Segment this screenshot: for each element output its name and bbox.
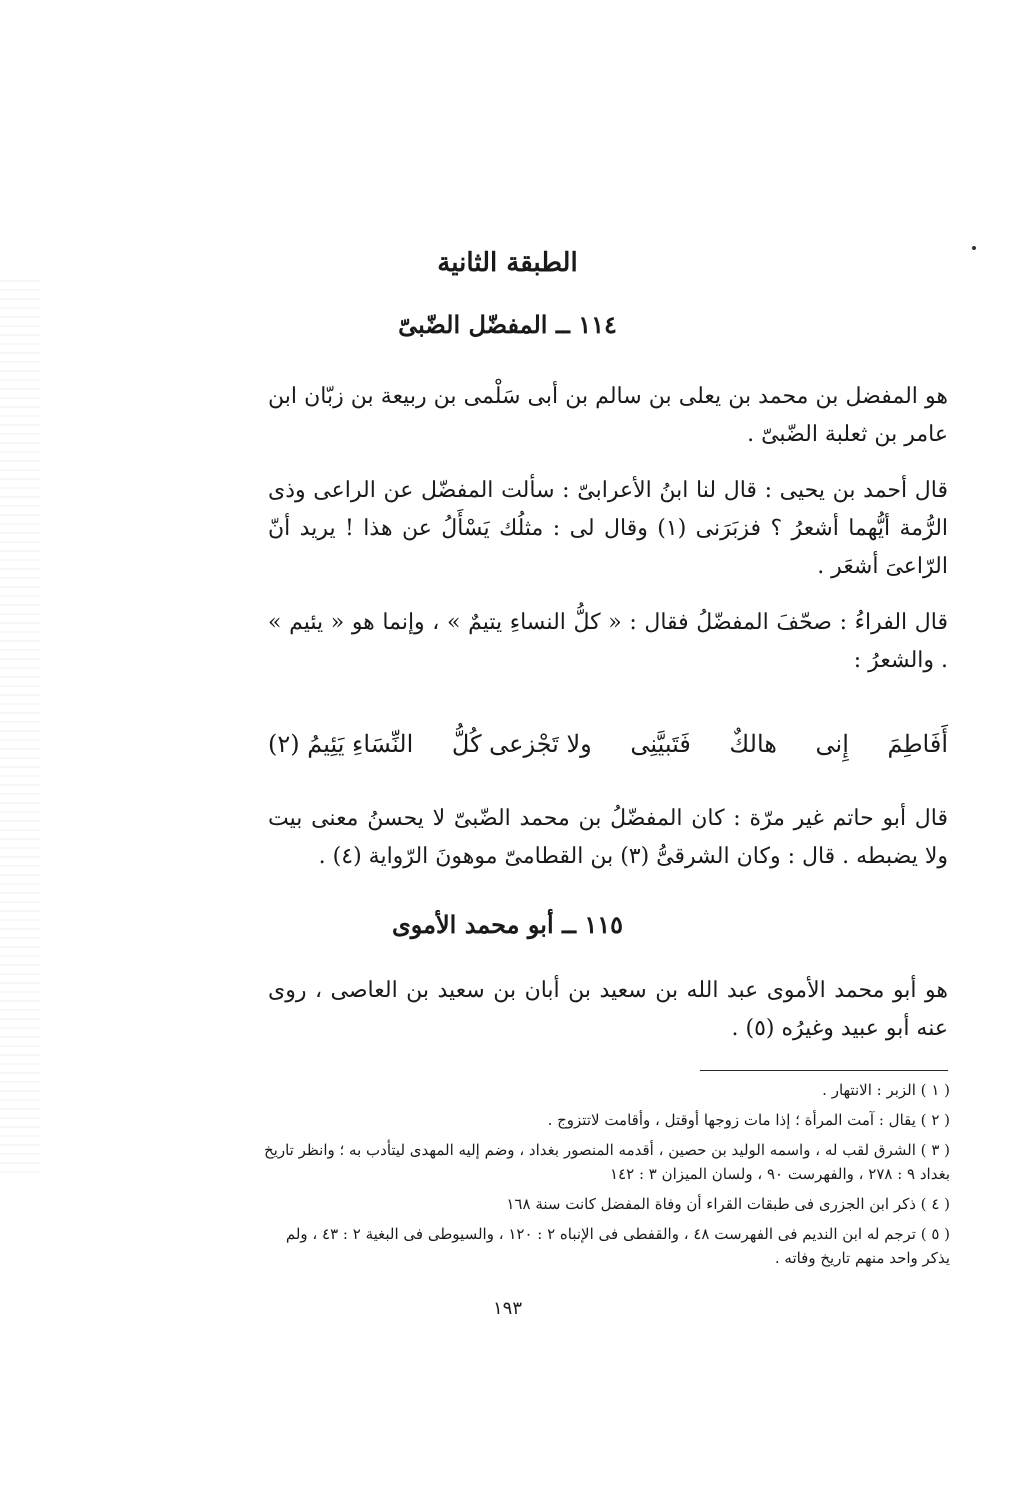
footnote-4: ( ٤ ) ذكر ابن الجزرى فى طبقات القراء أن وفاة المفضل كانت سنة ١٦٨ xyxy=(506,1195,950,1213)
footnote-5: ( ٥ ) ترجم له ابن النديم فى الفهرست ٤٨ ، والقفطى فى الإنباه ٢ : ١٢٠ ، والسيوطى فى البغية ٢ : ٤٣ ، ولم يذكر واحد منهم تاريخ وفاته . xyxy=(285,1225,950,1267)
footnote-1: ( ١ ) الزبر : الانتهار . xyxy=(822,1081,950,1099)
verse-word-1: أَفَاطِمَ xyxy=(887,730,948,758)
entry-114-paragraph-1: هو المفضل بن محمد بن يعلى بن سالم بن أبى سَلْمى بن ربيعة بن زبّان ابن عامر بن ثعلبة الضّبىّ . xyxy=(268,384,948,447)
entry-114-body xyxy=(268,378,948,680)
entry-title-115: ١١٥ ــ أبو محمد الأموى xyxy=(391,910,624,939)
entry-115-body xyxy=(268,972,948,1048)
footnote-2: ( ٢ ) يقال : آمت المرأة ؛ إذا مات زوجها أوقتل ، وأقامت لاتتزوج . xyxy=(547,1111,950,1129)
entry-114-paragraph-2: قال أحمد بن يحيى : قال لنا ابنُ الأعرابىّ : سألت المفضّل عن الراعى وذى الرُّمة أيُّهما أشعرُ ؟ فزبَرَنى (١) وقال لى : مثلُك يَسْأَلُ عن هذا ! يريد أنّ الرّاعىَ أشعَر . xyxy=(268,478,949,579)
footnote-separator xyxy=(700,1070,948,1071)
verse-word-4: فَتَبيَّنِى xyxy=(630,730,691,758)
entry-114-body-after-verse xyxy=(268,800,948,876)
verse-word-2: إِنى xyxy=(815,730,849,758)
poetry-verse xyxy=(268,726,948,762)
page-number: ١٩٣ xyxy=(492,1298,522,1319)
footnotes xyxy=(258,1078,950,1276)
section-heading: الطبقة الثانية xyxy=(437,248,578,278)
verse-word-6: النِّسَاءِ يَئِيمُ (٢) xyxy=(268,730,414,758)
entry-114-paragraph-4: قال أبو حاتم غير مرّة : كان المفضّلُ بن محمد الضّبىّ لا يحسنُ معنى بيت ولا يضبطه . قال : وكان الشرقىُّ (٣) بن القطامىّ موهونَ الرّواية (٤) . xyxy=(268,806,948,869)
entry-115-paragraph-1: هو أبو محمد الأموى عبد الله بن سعيد بن أبان بن سعيد بن العاصى ، روى عنه أبو عبيد وغيرُه (٥) . xyxy=(268,978,948,1041)
footnote-3: ( ٣ ) الشرق لقب له ، واسمه الوليد بن حصين ، أقدمه المنصور بغداد ، وضم إليه المهدى ليتأدب به ؛ وانظر تاريخ بغداد ٩ : ٢٧٨ ، والفهرست ٩٠ ، ولسان الميزان ٣ : ١٤٢ xyxy=(263,1141,950,1183)
verse-word-3: هالكٌ xyxy=(729,730,777,758)
entry-title-114: ١١٤ ــ المفضّل الضّبىّ xyxy=(398,310,617,339)
entry-114-paragraph-3: قال الفراءُ : صحّفَ المفضّلُ فقال : « كلُّ النساءِ يتيمٌ » ، وإنما هو « يئيم » . والشعرُ : xyxy=(268,610,948,673)
verse-word-5: ولا تَجْزعى كُلُّ xyxy=(451,730,592,758)
scan-edge-artifact xyxy=(0,280,40,1180)
